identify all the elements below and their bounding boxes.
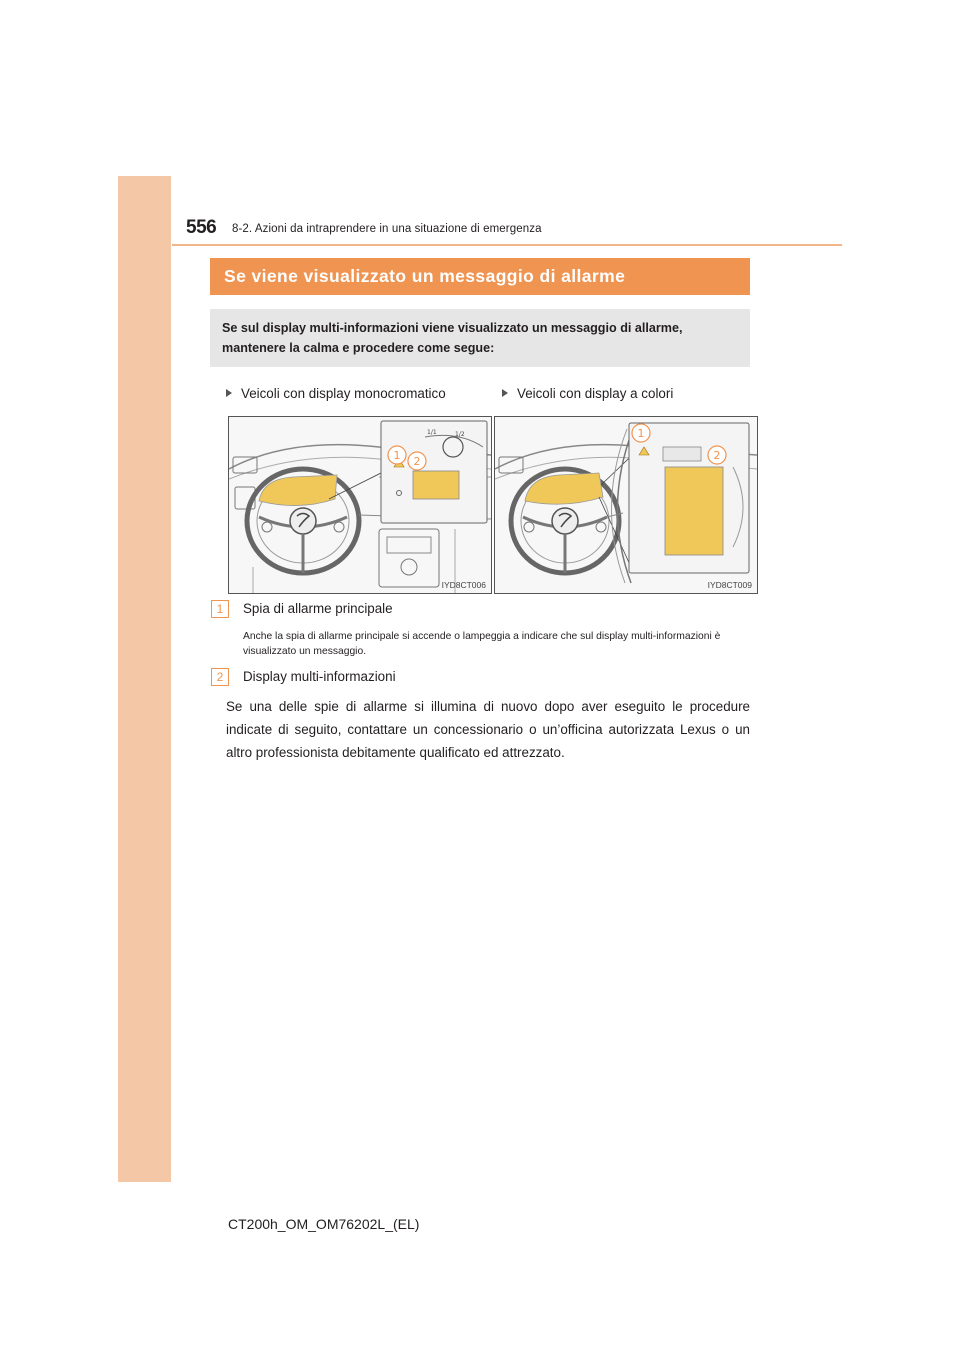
item-label-master-warning: Spia di allarme principale	[243, 601, 393, 616]
dashboard-illustration-mono	[229, 417, 491, 593]
figure-mono-callout-2: 2	[413, 455, 421, 468]
triangle-bullet-icon	[226, 389, 232, 397]
figure-mono-callout-1: 1	[393, 449, 401, 462]
item-label-multi-info-display: Display multi-informazioni	[243, 669, 396, 684]
footer-doc-id: CT200h_OM_OM76202L_(EL)	[228, 1216, 420, 1232]
section-banner	[210, 258, 750, 295]
intro-box	[210, 309, 750, 367]
figure-color-display	[494, 416, 758, 594]
variant-label-mono-text: Veicoli con display monocromatico	[241, 386, 446, 401]
figure-mono-code: IYD8CT006	[441, 580, 486, 590]
page-number: 556	[186, 217, 217, 238]
item-note-master-warning: Anche la spia di allarme principale si accende o lampeggia a indicare che sul display multi-informazioni è visualizzato un messaggio.	[243, 631, 721, 657]
variant-label-color-text: Veicoli con display a colori	[517, 386, 674, 401]
section-title: Se viene visualizzato un messaggio di allarme	[224, 266, 626, 286]
item-number-2: 2	[211, 668, 229, 686]
header-divider	[172, 244, 842, 246]
body-paragraph: Se una delle spie di allarme si illumina di nuovo dopo aver eseguito le procedure indicate di seguito, contattare un concessionario o un’officina autorizzata Lexus o un altro professionista debitamente qualificato ed attrezzato.	[226, 699, 750, 760]
figure-color-callout-1: 1	[637, 427, 645, 440]
variant-label-color	[502, 386, 673, 401]
triangle-bullet-icon	[502, 389, 508, 397]
item-number-1: 1	[211, 600, 229, 618]
svg-text:1/2: 1/2	[455, 431, 465, 438]
variant-label-mono	[226, 386, 446, 401]
chapter-title: 8-2. Azioni da intraprendere in una situazione di emergenza	[232, 223, 542, 235]
intro-text: Se sul display multi-informazioni viene visualizzato un messaggio di allarme, mantenere la calma e procedere come segue:	[222, 321, 683, 355]
figure-color-code: IYD8CT009	[707, 580, 752, 590]
figure-mono-display	[228, 416, 492, 594]
side-tab-band	[118, 176, 171, 1182]
figure-color-callout-2: 2	[713, 449, 721, 462]
svg-text:1/1: 1/1	[427, 429, 437, 436]
dashboard-illustration-color	[495, 417, 757, 593]
